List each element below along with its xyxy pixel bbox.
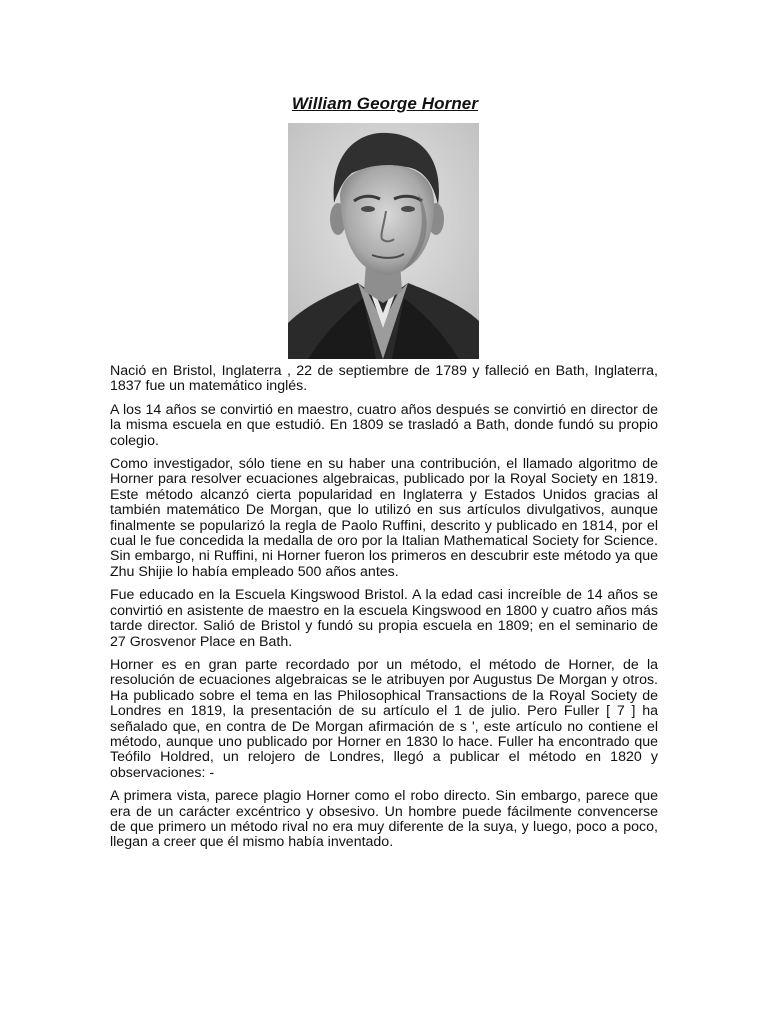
paragraph-birth: Nació en Bristol, Inglaterra , 22 de septiembre de 1789 y falleció en Bath, Inglaterra, 1837 fue un matemático inglés. [110, 363, 658, 395]
paragraph-method: Horner es en gran parte recordado por un método, el método de Horner, de la resolución de ecuaciones algebraicas se le atribuyen por Augustus De Morgan y otros. Ha publicado sobre el tema en las Philosophical Transactions de la Royal Society de Londres en 1819, la presentación de su artículo el 1 de julio. Pero Fuller [ 7 ] ha señalado que, en contra de De Morgan afirmación de s ', este artículo no contiene el método, aunque uno publicado por Horner en 1830 lo hace. Fuller ha encontrado que Teófilo Holdred, un relojero de Londres, llegó a publicar el método en 1820 y observaciones: - [110, 656, 658, 781]
paragraph-research: Como investigador, sólo tiene en su haber una contribución, el llamado algoritmo de Horner para resolver ecuaciones algebraicas, publicado por la Royal Society en 1819. Este método alcanzó cierta popularidad en Inglaterra y Estados Unidos gracias al también matemático De Morgan, que lo utilizó en sus artículos divulgativos, aunque finalmente se popularizó la regla de Paolo Ruffini, descrito y publicado en 1814, por el cual le fue concedida la medalla de oro por la Italian Mathematical Society for Science. Sin embargo, ni Ruffini, ni Horner fueron los primeros en descubrir este método ya que Zhu Shijie lo había empleado 500 años antes. [110, 456, 658, 580]
paragraph-education: Fue educado en la Escuela Kingswood Bristol. A la edad casi increíble de 14 años se convirtió en asistente de maestro en la escuela Kingswood en 1800 y cuatro años más tarde director. Salió de Bristol y fundó su propia escuela en 1809; en el seminario de 27 Grosvenor Place en Bath. [110, 587, 658, 650]
paragraph-plagiarism: A primera vista, parece plagio Horner como el robo directo. Sin embargo, parece que era de un carácter excéntrico y obsesivo. Un hombre puede fácilmente convencerse de que primero un método rival no era muy diferente de la suya, y luego, poco a poco, llegan a creer que él mismo había inventado. [110, 788, 658, 851]
portrait-photo [288, 123, 479, 359]
portrait-photo-icon [288, 123, 479, 359]
article-body [110, 364, 658, 859]
page-title: William George Horner [291, 94, 479, 113]
paragraph-teacher: A los 14 años se convirtió en maestro, cuatro años después se convirtió en director de la misma escuela en que estudió. En 1809 se trasladó a Bath, donde fundó su propio colegio. [110, 401, 658, 449]
